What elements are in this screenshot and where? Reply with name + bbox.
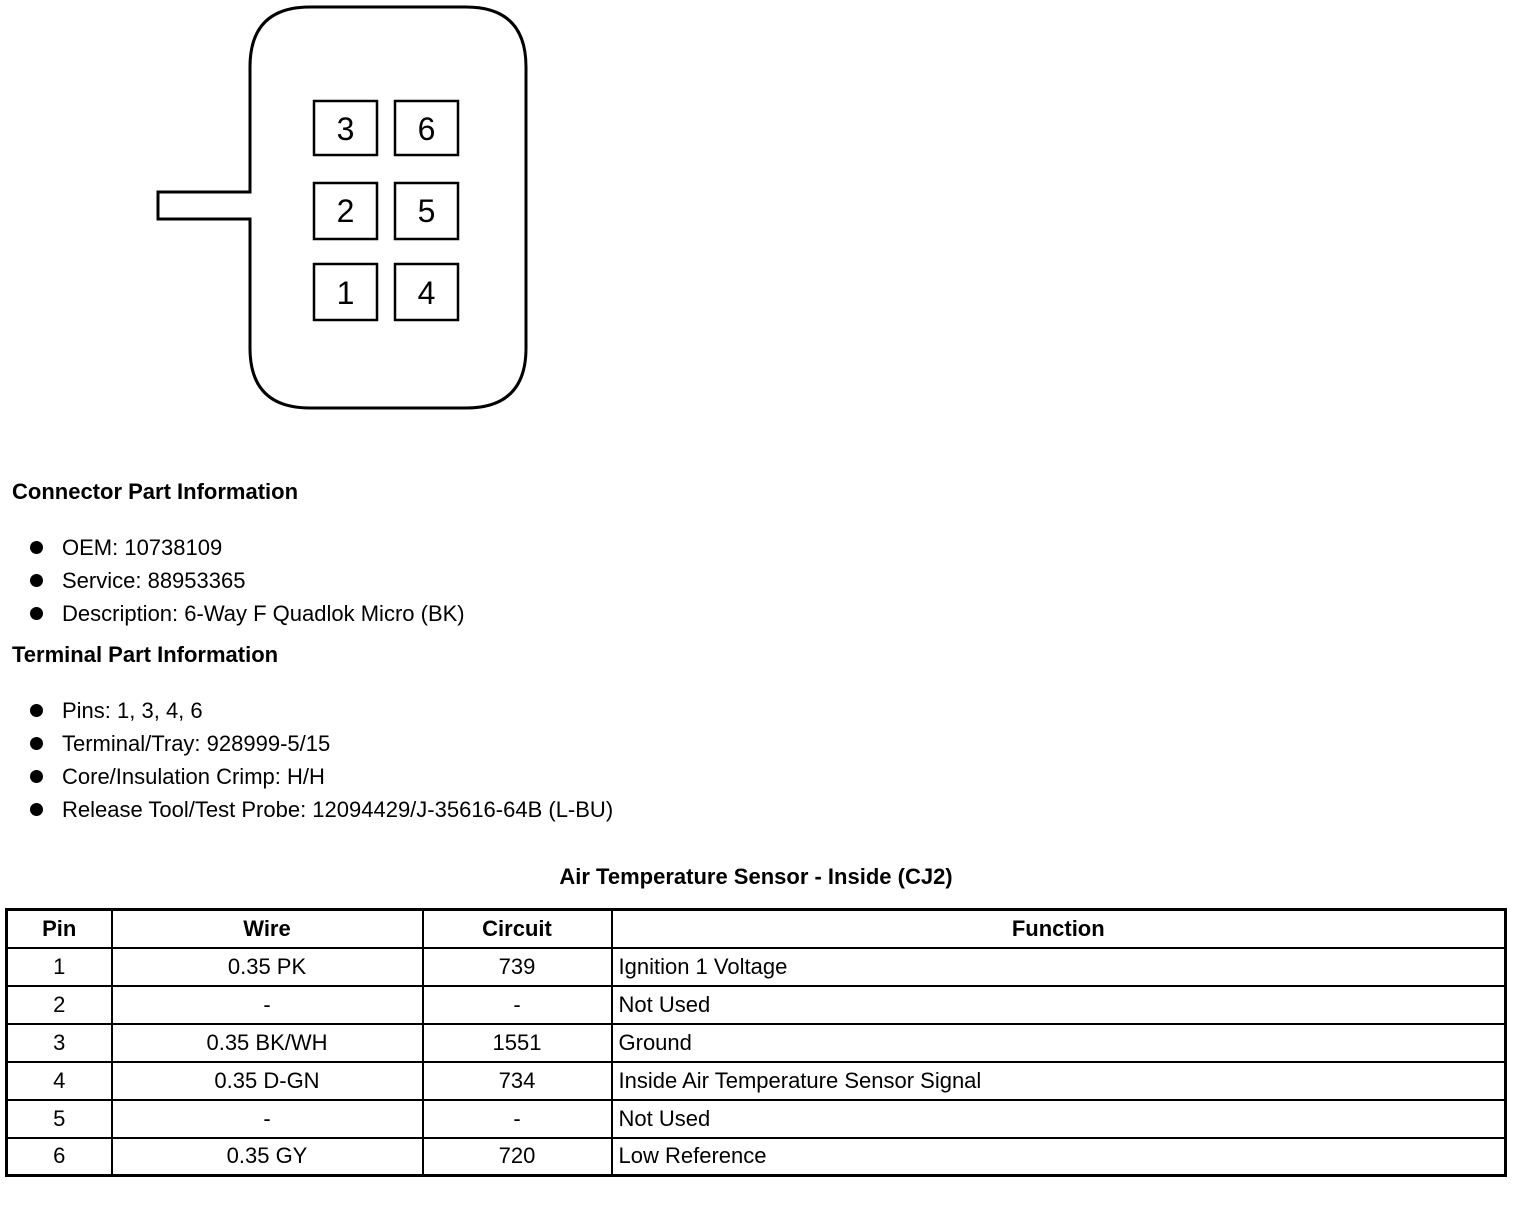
- function-cell: Low Reference: [612, 1138, 1506, 1176]
- column-header-pin: Pin: [7, 910, 112, 948]
- pin-cavity-2: [314, 183, 377, 239]
- table-header-row: [7, 910, 1506, 948]
- circuit-cell: 720: [423, 1138, 612, 1176]
- list-item-text: Release Tool/Test Probe: 12094429/J-35616-64B (L-BU): [62, 797, 614, 822]
- connector-info-list: [28, 531, 465, 630]
- bullet-icon: [30, 737, 43, 750]
- pin-cell: 5: [7, 1100, 112, 1138]
- pin-cavity-3: [314, 101, 377, 155]
- circuit-cell: 1551: [423, 1024, 612, 1062]
- wire-cell: 0.35 PK: [112, 948, 423, 986]
- pin-cavity-5: [395, 183, 458, 239]
- list-item-text: Service: 88953365: [62, 568, 246, 593]
- list-item-text: Pins: 1, 3, 4, 6: [62, 698, 203, 723]
- column-header-wire: Wire: [112, 910, 423, 948]
- pin-label: 5: [417, 193, 436, 229]
- list-item-text: Description: 6-Way F Quadlok Micro (BK): [62, 601, 465, 626]
- column-header-circuit: Circuit: [423, 910, 612, 948]
- circuit-cell: -: [423, 1100, 612, 1138]
- function-cell: Not Used: [612, 1100, 1506, 1138]
- circuit-cell: 734: [423, 1062, 612, 1100]
- table-row: [7, 1024, 1506, 1062]
- table-row: [7, 986, 1506, 1024]
- connector-info-heading: Connector Part Information: [12, 479, 299, 504]
- pin-cell: 3: [7, 1024, 112, 1062]
- function-cell: Not Used: [612, 986, 1506, 1024]
- circuit-cell: -: [423, 986, 612, 1024]
- list-item: [28, 597, 465, 630]
- list-item: [28, 531, 465, 564]
- list-item: [28, 760, 613, 793]
- pin-label: 4: [417, 275, 436, 311]
- pin-label: 3: [336, 111, 355, 147]
- terminal-info-heading: Terminal Part Information: [12, 642, 279, 667]
- pin-label: 6: [417, 111, 436, 147]
- wire-cell: -: [112, 1100, 423, 1138]
- bullet-icon: [30, 803, 43, 816]
- list-item: [28, 793, 613, 826]
- table-row: [7, 1138, 1506, 1176]
- pin-label: 2: [336, 193, 355, 229]
- pin-cell: 1: [7, 948, 112, 986]
- circuit-cell: 739: [423, 948, 612, 986]
- list-item: [28, 564, 465, 597]
- list-item: [28, 727, 613, 760]
- bullet-icon: [30, 607, 43, 620]
- list-item-text: Core/Insulation Crimp: H/H: [62, 764, 325, 789]
- bullet-icon: [30, 541, 43, 554]
- pinout-table: [5, 908, 1507, 1177]
- function-cell: Ignition 1 Voltage: [612, 948, 1506, 986]
- pin-cavity-6: [395, 101, 458, 155]
- wire-cell: 0.35 GY: [112, 1138, 423, 1176]
- function-cell: Ground: [612, 1024, 1506, 1062]
- table-row: [7, 1062, 1506, 1100]
- table-row: [7, 948, 1506, 986]
- bullet-icon: [30, 770, 43, 783]
- wire-cell: 0.35 D-GN: [112, 1062, 423, 1100]
- connector-face-diagram: [0, 0, 540, 420]
- table-row: [7, 1100, 1506, 1138]
- pin-cavity-1: [314, 264, 377, 320]
- terminal-info-list: [28, 694, 613, 826]
- pin-cell: 2: [7, 986, 112, 1024]
- function-cell: Inside Air Temperature Sensor Signal: [612, 1062, 1506, 1100]
- list-item-text: Terminal/Tray: 928999-5/15: [62, 731, 331, 756]
- wire-cell: 0.35 BK/WH: [112, 1024, 423, 1062]
- bullet-icon: [30, 704, 43, 717]
- pin-cell: 6: [7, 1138, 112, 1176]
- pin-label: 1: [336, 275, 355, 311]
- table-title: Air Temperature Sensor - Inside (CJ2): [559, 864, 953, 889]
- column-header-function: Function: [612, 910, 1506, 948]
- list-item-text: OEM: 10738109: [62, 535, 223, 560]
- wire-cell: -: [112, 986, 423, 1024]
- pin-cavity-4: [395, 264, 458, 320]
- list-item: [28, 694, 613, 727]
- pin-cell: 4: [7, 1062, 112, 1100]
- bullet-icon: [30, 574, 43, 587]
